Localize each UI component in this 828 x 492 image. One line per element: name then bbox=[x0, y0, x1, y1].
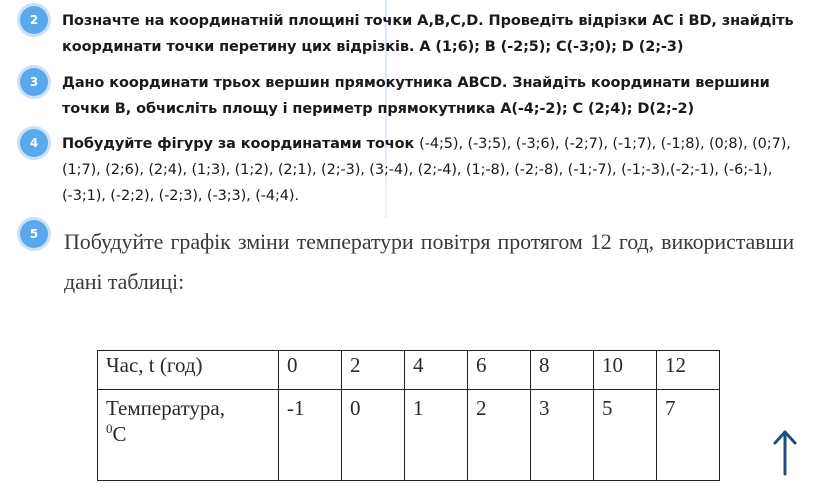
table-header-cell: Час, t (год) bbox=[98, 351, 279, 390]
table-cell: -1 bbox=[279, 390, 342, 481]
task-3 bbox=[20, 70, 820, 122]
task-text bbox=[62, 70, 820, 122]
table-cell: 10 bbox=[594, 351, 657, 390]
task-text-bold: Позначте на координатній площині точки A,B,C,D. Проведіть відрізки AC і BD, знайдіть координати точки перетину цих відрізків. A (1;6); B (-2;5); C(-3;0); D (2;-3) bbox=[62, 13, 794, 55]
unit-superscript: 0 bbox=[106, 421, 113, 436]
table-cell: 8 bbox=[531, 351, 594, 390]
task-text bbox=[62, 131, 820, 209]
task-number-badge: 4 bbox=[20, 129, 48, 157]
task-2 bbox=[20, 8, 820, 60]
table-row bbox=[98, 351, 720, 390]
task-text-normal: (-4;5), (-3;5), (-3;6), (-2;7), (-1;7), (-1;8), (0;8), (0;7), (1;7), (2;6), (2;4), (1;3), (1;2), (2;1), (2;-3), (3;-4), (2;-4), (1;-8), (-2;-8), (-1;-7), (-1;-3),(-2;-1), (-6;-1), (-3;1), (-2;2), (-2;3), (-3;3), (-4;4). bbox=[62, 136, 791, 204]
table-header-cell bbox=[98, 390, 279, 481]
table-cell: 7 bbox=[657, 390, 720, 481]
row-header-label: Температура, bbox=[106, 396, 225, 420]
table-cell: 2 bbox=[342, 351, 405, 390]
task-text-bold: Побудуйте фігуру за координатами точок bbox=[62, 136, 420, 152]
table-cell: 4 bbox=[405, 351, 468, 390]
table-cell: 5 bbox=[594, 390, 657, 481]
unit-label: C bbox=[112, 422, 127, 446]
temperature-table bbox=[97, 350, 720, 481]
table-cell: 3 bbox=[531, 390, 594, 481]
task-text-scan: Побудуйте графік зміни температури повітря протягом 12 год, використавши дані таблиці: bbox=[64, 229, 794, 294]
table-row bbox=[98, 390, 720, 481]
task-number-badge: 5 bbox=[20, 220, 48, 248]
table-cell: 0 bbox=[342, 390, 405, 481]
data-table bbox=[97, 350, 720, 481]
task-5 bbox=[20, 222, 820, 302]
task-4 bbox=[20, 131, 820, 209]
table-cell: 2 bbox=[468, 390, 531, 481]
table-cell: 12 bbox=[657, 351, 720, 390]
table-cell: 0 bbox=[279, 351, 342, 390]
table-cell: 6 bbox=[468, 351, 531, 390]
task-number-badge: 3 bbox=[20, 68, 48, 96]
task-text-bold: Дано координати трьох вершин прямокутника ABCD. Знайдіть координати вершини точки B, обчисліть площу і периметр прямокутника A(-4;-2); C (2;4); D(2;-2) bbox=[62, 75, 770, 117]
task-text bbox=[62, 8, 820, 60]
task-number-badge: 2 bbox=[20, 6, 48, 34]
arrow-up-icon[interactable] bbox=[770, 428, 800, 478]
table-cell: 1 bbox=[405, 390, 468, 481]
